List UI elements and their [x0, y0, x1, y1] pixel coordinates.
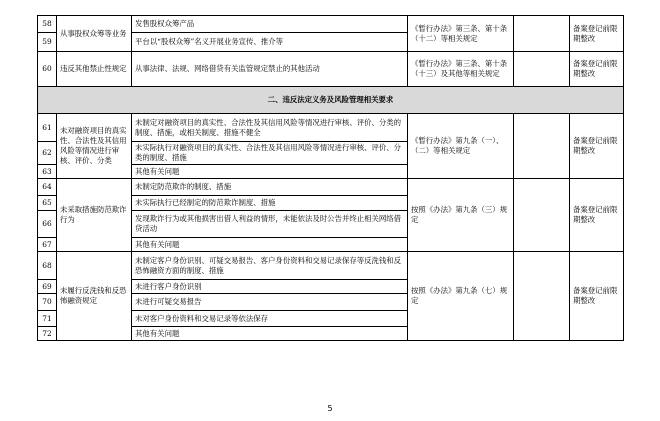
row-number: 72	[38, 327, 57, 341]
item-cell: 平台以“股权众筹”名义开展业务宣传、推介等	[132, 33, 408, 52]
basis-cell: 按照《办法》第九条（三）规定	[408, 179, 514, 252]
item-cell: 未制定客户身份识别、可疑交易报告、客户身份资料和交易记录保存等反洗钱和反恐怖融资方面的制度、措施	[132, 252, 408, 280]
blank-cell	[514, 252, 570, 341]
table-row	[38, 252, 624, 280]
table-row	[38, 16, 624, 33]
action-cell: 备案登记前限期整改	[570, 252, 624, 341]
row-number: 60	[38, 52, 57, 87]
action-cell: 备案登记前限期整改	[570, 114, 624, 179]
row-number: 62	[38, 142, 57, 165]
table-row	[38, 114, 624, 142]
row-number: 61	[38, 114, 57, 142]
row-number: 65	[38, 196, 57, 211]
category-cell: 未对融资项目的真实性、合法性及其信用风险等情况进行审核、评价、分类	[57, 114, 132, 179]
item-cell: 从事法律、法规、网络借贷有关监管规定禁止的其他活动	[132, 52, 408, 87]
basis-cell: 《暂行办法》第九条（一）、（二）等相关规定	[408, 114, 514, 179]
row-number: 70	[38, 294, 57, 311]
basis-cell: 按照《办法》第九条（七）规定	[408, 252, 514, 341]
item-cell: 未进行客户身份识别	[132, 280, 408, 294]
category-cell: 从事股权众筹等业务	[57, 16, 132, 52]
checklist-table	[37, 15, 624, 341]
action-cell: 备案登记前限期整改	[570, 52, 624, 87]
item-cell: 发现欺诈行为或其他损害出借人利益的情形，未能依法及时公告并终止相关网络借贷活动	[132, 211, 408, 238]
section-header-row	[38, 87, 624, 114]
section-title: 二、违反法定义务及风险管理相关要求	[38, 87, 624, 114]
item-cell: 未对客户身份资料和交易记录等依法保存	[132, 311, 408, 327]
item-cell: 未进行可疑交易报告	[132, 294, 408, 311]
item-cell: 未实际执行对融资项目的真实性、合法性及其信用风险等情况进行审核、评价、分类的制度、措施	[132, 142, 408, 165]
blank-cell	[514, 114, 570, 179]
blank-cell	[514, 179, 570, 252]
item-cell: 未制定对融资项目的真实性、合法性及其信用风险等情况进行审核、评价、分类的制度、措施，或相关制度、措施不健全	[132, 114, 408, 142]
basis-cell: 《暂行办法》第三条、第十条（十三）及其他等相关规定	[408, 52, 514, 87]
action-cell: 备案登记前限期整改	[570, 16, 624, 52]
item-cell: 发售股权众筹产品	[132, 16, 408, 33]
category-cell: 违反其他禁止性规定	[57, 52, 132, 87]
blank-cell	[514, 16, 570, 52]
row-number: 59	[38, 33, 57, 52]
category-cell: 未采取措施防范欺诈行为	[57, 179, 132, 252]
table-row	[38, 179, 624, 196]
row-number: 64	[38, 179, 57, 196]
blank-cell	[514, 52, 570, 87]
row-number: 58	[38, 16, 57, 33]
item-cell: 其他有关问题	[132, 165, 408, 179]
item-cell: 其他有关问题	[132, 327, 408, 341]
category-cell: 未履行反洗钱和反恐怖融资规定	[57, 252, 132, 341]
row-number: 67	[38, 238, 57, 252]
row-number: 68	[38, 252, 57, 280]
basis-cell: 《暂行办法》第三条、第十条（十二）等相关规定	[408, 16, 514, 52]
page-number: 5	[327, 404, 333, 413]
item-cell: 未制定防范欺诈的制度、措施	[132, 179, 408, 196]
row-number: 63	[38, 165, 57, 179]
action-cell: 备案登记前限期整改	[570, 179, 624, 252]
item-cell: 其他有关问题	[132, 238, 408, 252]
table-row	[38, 52, 624, 87]
row-number: 66	[38, 211, 57, 238]
item-cell: 未实际执行已经制定的防范欺诈制度、措施	[132, 196, 408, 211]
row-number: 69	[38, 280, 57, 294]
row-number: 71	[38, 311, 57, 327]
